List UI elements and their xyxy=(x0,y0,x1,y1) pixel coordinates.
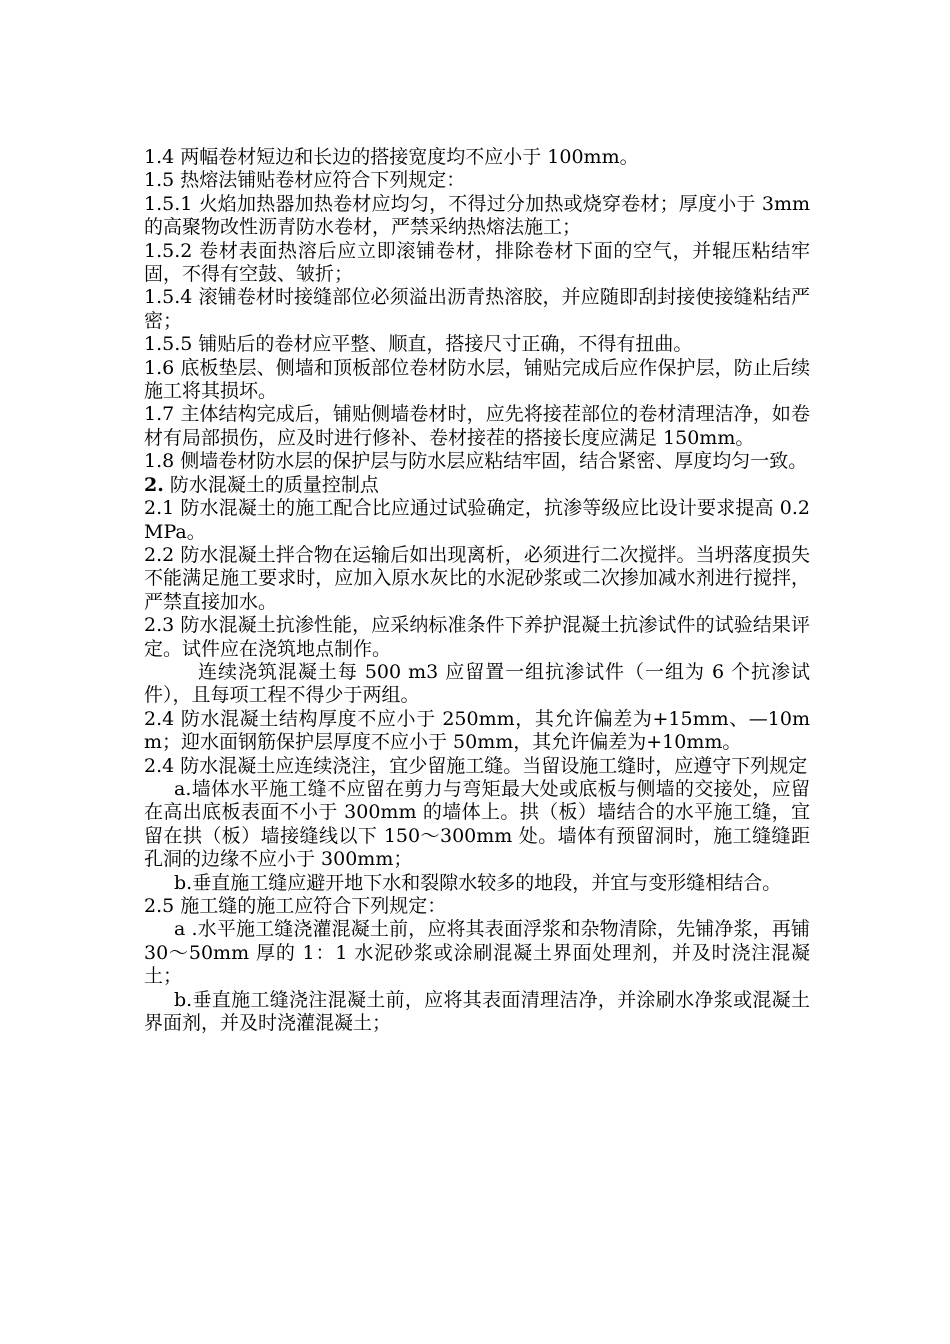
paragraph-2-3-continuation: 连续浇筑混凝土每 500 m3 应留置一组抗渗试件（一组为 6 个抗渗试件），且每项工程不得少于两组。 xyxy=(144,660,810,707)
section-heading-text: 防水混凝土的质量控制点 xyxy=(163,473,379,496)
paragraph-1-5-2: 1.5.2 卷材表面热溶后应立即滚铺卷材，排除卷材下面的空气，并辊压粘结牢固，不得有空鼓、皱折； xyxy=(144,239,810,286)
section-heading-2 xyxy=(144,474,810,497)
paragraph-1-5-5: 1.5.5 铺贴后的卷材应平整、顺直，搭接尺寸正确，不得有扭曲。 xyxy=(144,333,693,356)
paragraph-item-a-horizontal-joint: a .水平施工缝浇灌混凝土前，应将其表面浮浆和杂物清除，先铺净浆，再铺 30～50mm 厚的 1：1 水泥砂浆或涂刷混凝土界面处理剂，并及时浇注混凝土； xyxy=(144,918,810,988)
section-heading-number: 2. xyxy=(144,473,164,496)
paragraph-1-5-4: 1.5.4 滚铺卷材时接缝部位必须溢出沥青热溶胶，并应随即刮封接使接缝粘结严密； xyxy=(144,286,810,332)
paragraph-item-b-vertical: b.垂直施工缝应避开地下水和裂隙水较多的地段，并宜与变形缝相结合。 xyxy=(174,871,782,894)
paragraph-item-b-vertical-joint: b.垂直施工缝浇注混凝土前，应将其表面清理洁净，并涂刷水净浆或混凝土界面剂，并及时浇灌混凝土； xyxy=(144,988,810,1035)
paragraph-1-5-1: 1.5.1 火焰加热器加热卷材应均匀，不得过分加热或烧穿卷材；厚度小于 3mm 的高聚物改性沥青防水卷材，严禁采纳热熔法施工； xyxy=(144,192,810,239)
paragraph-2-5: 2.5 施工缝的施工应符合下列规定： xyxy=(144,895,447,917)
document-page xyxy=(144,146,810,1035)
paragraph-2-1: 2.1 防水混凝土的施工配合比应通过试验确定，抗渗等级应比设计要求提高 0.2MPa。 xyxy=(144,497,810,543)
paragraph-2-4-thickness: 2.4 防水混凝土结构厚度不应小于 250mm，其允许偏差为+15mm、—10mm；迎水面钢筋保护层厚度不应小于 50mm，其允许偏差为+10mm。 xyxy=(144,707,810,754)
paragraph-1-6: 1.6 底板垫层、侧墙和顶板部位卷材防水层，铺贴完成后应作保护层，防止后续施工将其损坏。 xyxy=(144,356,810,403)
paragraph-1-7: 1.7 主体结构完成后，铺贴侧墙卷材时，应先将接茬部位的卷材清理洁净，如卷材有局部损伤，应及时进行修补、卷材接茬的搭接长度应满足 150mm。 xyxy=(144,403,810,449)
paragraph-2-3: 2.3 防水混凝土抗渗性能，应采纳标准条件下养护混凝土抗渗试件的试验结果评定。试件应在浇筑地点制作。 xyxy=(144,614,810,660)
paragraph-1-4: 1.4 两幅卷材短边和长边的搭接宽度均不应小于 100mm。 xyxy=(144,146,639,168)
paragraph-1-5: 1.5 热熔法铺贴卷材应符合下列规定： xyxy=(144,169,466,192)
paragraph-item-a-horizontal: a.墙体水平施工缝不应留在剪力与弯矩最大处或底板与侧墙的交接处，应留在高出底板表面不小于 300mm 的墙体上。拱（板）墙结合的水平施工缝，宜留在拱（板）墙接缝线以下 150～300mm 处。墙体有预留洞时，施工缝缝距孔洞的边缘不应小于 300mm； xyxy=(144,777,810,871)
paragraph-1-8: 1.8 侧墙卷材防水层的保护层与防水层应粘结牢固，结合紧密、厚度均匀一致。 xyxy=(144,450,808,473)
paragraph-2-4-pouring: 2.4 防水混凝土应连续浇注，宜少留施工缝。当留设施工缝时，应遵守下列规定 xyxy=(144,754,808,777)
paragraph-2-2: 2.2 防水混凝土拌合物在运输后如出现离析，必须进行二次搅拌。当坍落度损失不能满足施工要求时，应加入原水灰比的水泥砂浆或二次掺加减水剂进行搅拌，严禁直接加水。 xyxy=(144,543,810,613)
